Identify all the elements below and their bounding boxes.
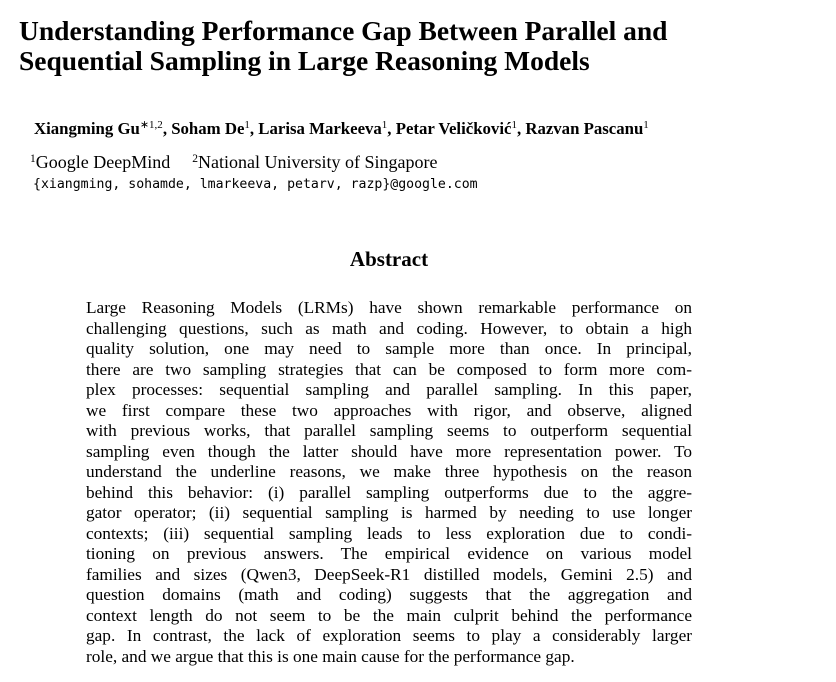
affiliation-mark: 2 xyxy=(192,153,198,165)
abstract-heading: Abstract xyxy=(349,247,429,271)
author-name: Petar Veličković xyxy=(395,119,512,138)
author-affiliation-mark: 1 xyxy=(643,119,649,131)
author-name: Xiangming Gu xyxy=(34,119,140,138)
abstract-line: quality solution, one may need to sample more than once. In principal, xyxy=(86,339,692,358)
abstract-body xyxy=(86,298,692,667)
abstract-line: we first compare these two approaches with rigor, and observe, aligned xyxy=(86,400,692,420)
abstract-line: plex processes: sequential sampling and parallel sampling. In this paper, xyxy=(86,380,692,399)
abstract-line: with previous works, that parallel sampling seems to outperform sequential xyxy=(86,421,692,440)
abstract-line: challenging questions, such as math and coding. However, to obtain a high xyxy=(86,318,692,338)
author-name: Larisa Markeeva xyxy=(258,119,382,138)
author-separator: , xyxy=(387,119,396,138)
abstract-line: gator operator; (ii) sequential sampling is harmed by needing to use longer xyxy=(86,503,692,522)
abstract-line: tioning on previous answers. The empirical evidence on various model xyxy=(86,544,692,563)
paper-title xyxy=(19,16,819,76)
paper-title-line-1: Understanding Performance Gap Between Parallel and xyxy=(19,15,668,46)
abstract-line: Large Reasoning Models (LRMs) have shown remarkable performance on xyxy=(86,298,692,317)
author-affiliation-mark: 1 xyxy=(381,119,388,131)
abstract-line: contexts; (iii) sequential sampling leads to less exploration due to condi- xyxy=(86,523,692,543)
author-affiliation-mark: ∗1,2 xyxy=(139,119,163,131)
author-list xyxy=(34,118,824,140)
author-affiliation-mark: 1 xyxy=(511,119,517,131)
affiliation-name: Google DeepMind xyxy=(35,152,171,172)
author-emails: {xiangming, sohamde, lmarkeeva, petarv, razp}@google.com xyxy=(33,177,478,192)
affiliation-mark: 1 xyxy=(30,153,36,165)
abstract-line: role, and we argue that this is one main cause for the performance gap. xyxy=(86,646,575,666)
author-affiliation-mark: 1 xyxy=(244,119,250,131)
abstract-line: families and sizes (Qwen3, DeepSeek-R1 distilled models, Gemini 2.5) and xyxy=(86,564,692,584)
abstract-line: context length do not seem to be the main culprit behind the performance xyxy=(86,605,692,625)
abstract-line: gap. In contrast, the lack of exploration seems to play a considerably larger xyxy=(86,626,692,645)
author-separator: , xyxy=(162,119,172,138)
abstract-line: behind this behavior: (i) parallel sampling outperforms due to the aggre- xyxy=(86,482,692,502)
abstract-line: sampling even though the latter should have more representation power. To xyxy=(86,441,692,461)
abstract-line: question domains (math and coding) suggests that the aggregation and xyxy=(86,585,692,604)
affiliation-list xyxy=(30,151,437,173)
affiliation-name: National University of Singapore xyxy=(197,152,438,172)
author-separator: , xyxy=(249,119,259,138)
paper-title-line-2: Sequential Sampling in Large Reasoning Models xyxy=(19,45,590,76)
abstract-line: there are two sampling strategies that can be composed to form more com- xyxy=(86,359,692,379)
author-name: Soham De xyxy=(171,119,245,138)
abstract-line: understand the underline reasons, we make three hypothesis on the reason xyxy=(86,462,692,481)
author-name: Razvan Pascanu xyxy=(525,119,644,138)
author-separator: , xyxy=(516,119,526,138)
